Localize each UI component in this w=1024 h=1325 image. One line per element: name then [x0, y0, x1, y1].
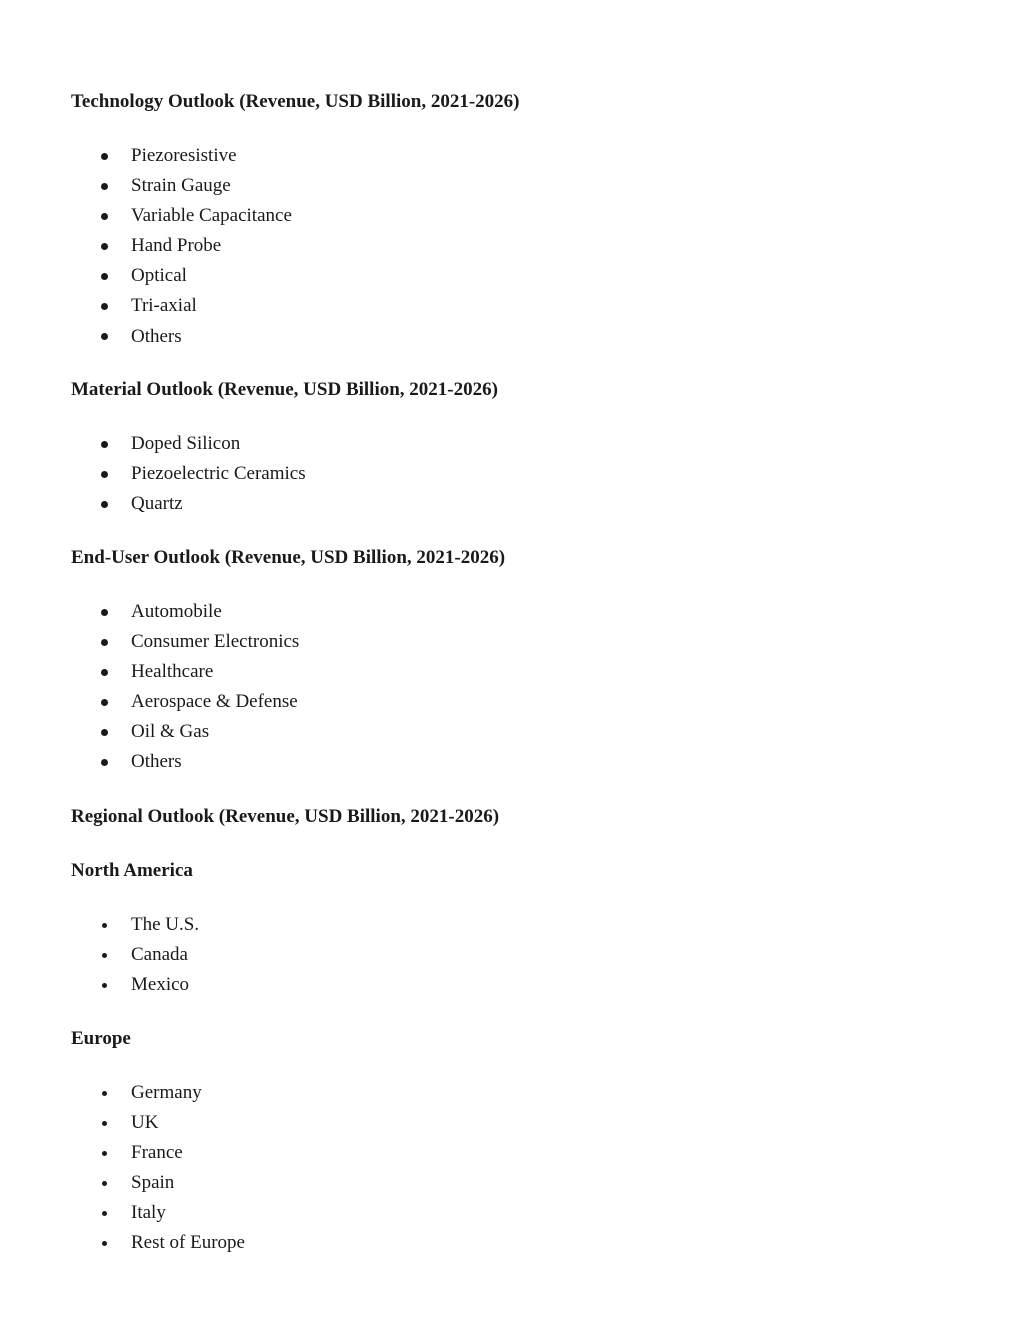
bullet-icon [101, 759, 108, 766]
list-item-label: Optical [131, 265, 187, 287]
list-item-label: Mexico [131, 974, 190, 996]
list-item-label: Others [131, 325, 182, 347]
list-item [71, 201, 951, 231]
list-item-label: Strain Gauge [131, 175, 231, 197]
bullet-icon [102, 1241, 107, 1246]
list-item [71, 717, 951, 747]
bullet-icon [101, 303, 108, 310]
list-item-label: Germany [131, 1082, 202, 1103]
end-user-outlook-heading: End-User Outlook (Revenue, USD Billion, 2021-2026) [71, 547, 506, 568]
list-item-label: Doped Silicon [131, 433, 241, 454]
north-america-heading: North America [71, 860, 193, 881]
list-item [71, 597, 951, 627]
list-item-label: Automobile [131, 601, 222, 622]
list-item [71, 747, 951, 777]
list-item-label: Quartz [131, 493, 183, 515]
europe-list-wrap [71, 1078, 951, 1259]
bullet-icon [101, 273, 108, 280]
list-item-label: Canada [131, 944, 188, 966]
material-outlook-heading: Material Outlook (Revenue, USD Billion, 2021-2026) [71, 379, 498, 400]
bullet-icon [102, 983, 107, 988]
list-item-label: The U.S. [131, 914, 200, 935]
bullet-icon [102, 1091, 107, 1096]
list-item [71, 1228, 951, 1258]
bullet-icon [101, 243, 108, 250]
north-america-section [71, 859, 951, 883]
technology-outlook-list [71, 141, 951, 352]
list-item [71, 1198, 951, 1228]
technology-outlook-heading: Technology Outlook (Revenue, USD Billion, 2021-2026) [71, 91, 520, 112]
europe-heading: Europe [71, 1028, 131, 1049]
list-item [71, 261, 951, 291]
list-item [71, 322, 951, 352]
bullet-icon [101, 639, 108, 646]
material-outlook-list [71, 429, 951, 519]
list-item-label: Healthcare [131, 661, 214, 683]
bullet-icon [102, 1121, 107, 1126]
bullet-icon [101, 609, 108, 616]
bullet-icon [101, 441, 108, 448]
list-item [71, 1108, 951, 1138]
list-item-label: Piezoelectric Ceramics [131, 463, 306, 485]
list-item-label: Oil & Gas [131, 721, 210, 743]
list-item [71, 627, 951, 657]
bullet-icon [101, 183, 108, 190]
list-item [71, 657, 951, 687]
list-item [71, 489, 951, 519]
regional-outlook-heading: Regional Outlook (Revenue, USD Billion, 2021-2026) [71, 806, 500, 827]
end-user-outlook-list [71, 597, 951, 778]
list-item-label: Piezoresistive [131, 145, 237, 166]
material-outlook-list-wrap [71, 429, 951, 519]
technology-outlook-section [71, 90, 951, 114]
technology-outlook-list-wrap [71, 141, 951, 352]
list-item-label: Variable Capacitance [131, 205, 292, 227]
list-item [71, 171, 951, 201]
list-item-label: Italy [131, 1202, 166, 1224]
bullet-icon [101, 669, 108, 676]
list-item [71, 910, 951, 940]
bullet-icon [102, 1211, 107, 1216]
bullet-icon [101, 333, 108, 340]
list-item [71, 1078, 951, 1108]
list-item [71, 429, 951, 459]
list-item [71, 1168, 951, 1198]
list-item-label: Rest of Europe [131, 1232, 245, 1254]
bullet-icon [101, 699, 108, 706]
regional-outlook-section [71, 805, 951, 829]
bullet-icon [102, 953, 107, 958]
list-item-label: Spain [131, 1172, 175, 1194]
list-item-label: Tri-axial [131, 295, 197, 317]
europe-list [71, 1078, 951, 1259]
bullet-icon [102, 923, 107, 928]
list-item [71, 459, 951, 489]
list-item [71, 1138, 951, 1168]
list-item-label: France [131, 1142, 183, 1164]
list-item-label: UK [131, 1112, 159, 1134]
list-item [71, 231, 951, 261]
list-item [71, 970, 951, 1000]
bullet-icon [101, 501, 108, 508]
list-item-label: Others [131, 751, 182, 773]
end-user-outlook-list-wrap [71, 597, 951, 778]
bullet-icon [101, 153, 108, 160]
bullet-icon [102, 1151, 107, 1156]
material-outlook-section [71, 378, 951, 402]
north-america-list [71, 910, 951, 1000]
europe-section [71, 1027, 951, 1051]
end-user-outlook-section [71, 546, 951, 570]
list-item [71, 940, 951, 970]
bullet-icon [102, 1181, 107, 1186]
list-item-label: Aerospace & Defense [131, 691, 298, 713]
bullet-icon [101, 729, 108, 736]
list-item-label: Hand Probe [131, 235, 222, 257]
bullet-icon [101, 471, 108, 478]
list-item [71, 291, 951, 321]
bullet-icon [101, 213, 108, 220]
list-item [71, 687, 951, 717]
north-america-list-wrap [71, 910, 951, 1000]
list-item-label: Consumer Electronics [131, 631, 300, 653]
list-item [71, 141, 951, 171]
